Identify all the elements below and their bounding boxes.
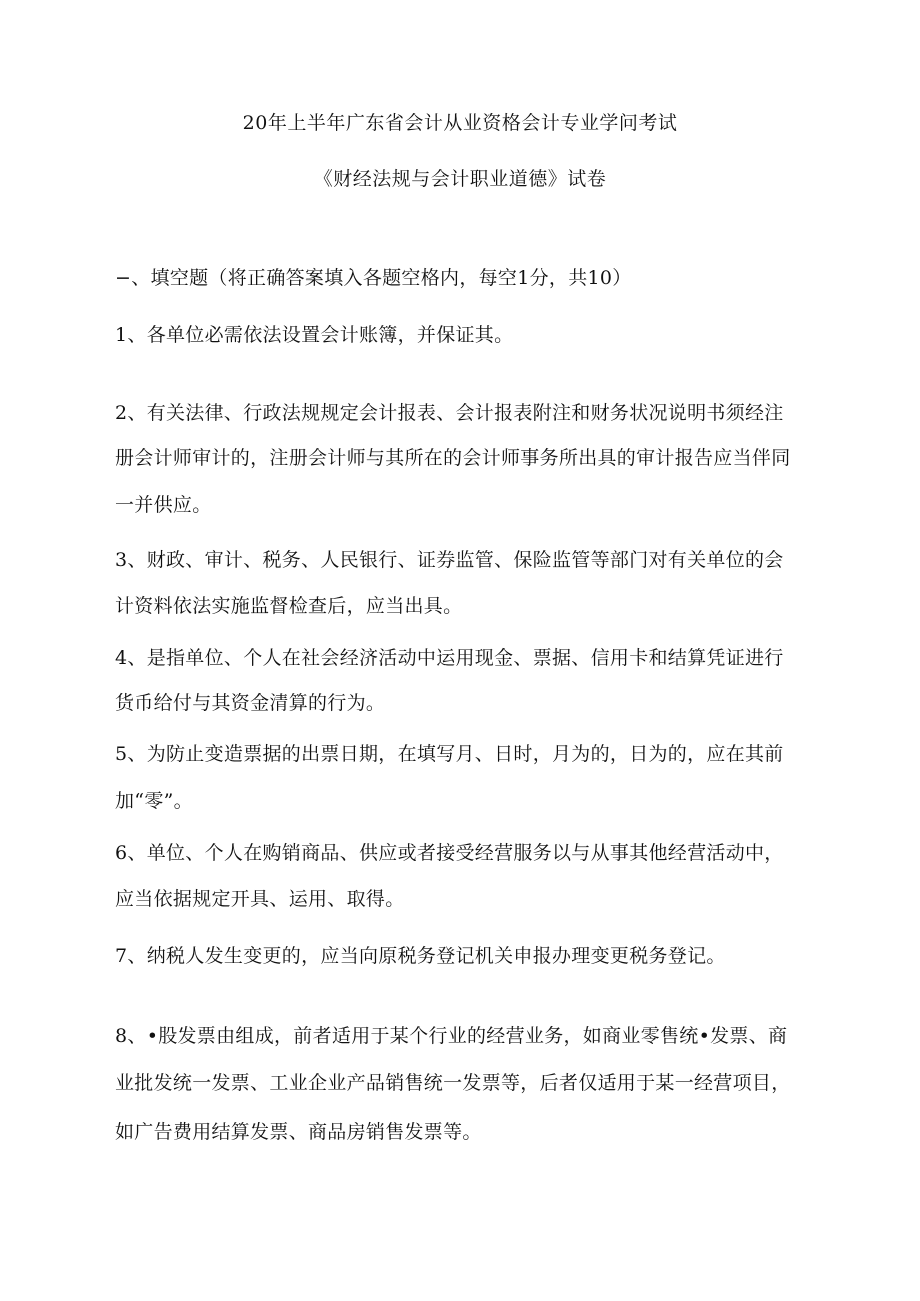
question-8-line-2: 业批发统一发票、工业企业产品销售统一发票等，后者仅适用于某一经营项目， — [115, 1072, 791, 1094]
question-3-line-1: 3、财政、审计、税务、人民银行、证券监管、保险监管等部门对有关单位的会 — [115, 549, 784, 571]
exam-title: 20年上半年广东省会计从业资格会计专业学问考试 — [242, 112, 678, 134]
question-5-line-1: 5、为防止变造票据的出票日期，在填写月、日时，月为的，日为的，应在其前 — [115, 743, 784, 765]
question-4-line-1: 4、是指单位、个人在社会经济活动中运用现金、票据、信用卡和结算凭证进行 — [115, 647, 784, 669]
question-2-line-2: 册会计师审计的，注册会计师与其所在的会计师事务所出具的审计报告应当伴同 — [115, 447, 791, 469]
question-6-line-2: 应当依据规定开具、运用、取得。 — [115, 888, 405, 910]
question-2-line-3: 一并供应。 — [115, 494, 212, 516]
exam-subtitle: 《财经法规与会计职业道德》试卷 — [313, 168, 607, 190]
section-heading: −、填空题（将正确答案填入各题空格内，每空1分，共10） — [115, 267, 632, 289]
question-6-line-1: 6、单位、个人在购销商品、供应或者接受经营服务以与从事其他经营活动中， — [115, 842, 784, 864]
question-4-line-2: 货币给付与其资金清算的行为。 — [115, 692, 386, 714]
question-7-line-1: 7、纳税人发生变更的，应当向原税务登记机关申报办理变更税务登记。 — [115, 945, 726, 967]
question-8-line-3: 如广告费用结算发票、商品房销售发票等。 — [115, 1121, 482, 1143]
question-2-line-1: 2、有关法律、行政法规规定会计报表、会计报表附注和财务状况说明书须经注 — [115, 402, 784, 424]
question-3-line-2: 计资料依法实施监督检查后，应当出具。 — [115, 595, 463, 617]
question-5-line-2: 加“零”。 — [115, 790, 193, 812]
question-1-line-1: 1、各单位必需依法设置会计账簿，并保证其。 — [115, 324, 514, 346]
question-8-line-1: 8、•股发票由组成，前者适用于某个行业的经营业务，如商业零售统•发票、商 — [115, 1025, 788, 1047]
